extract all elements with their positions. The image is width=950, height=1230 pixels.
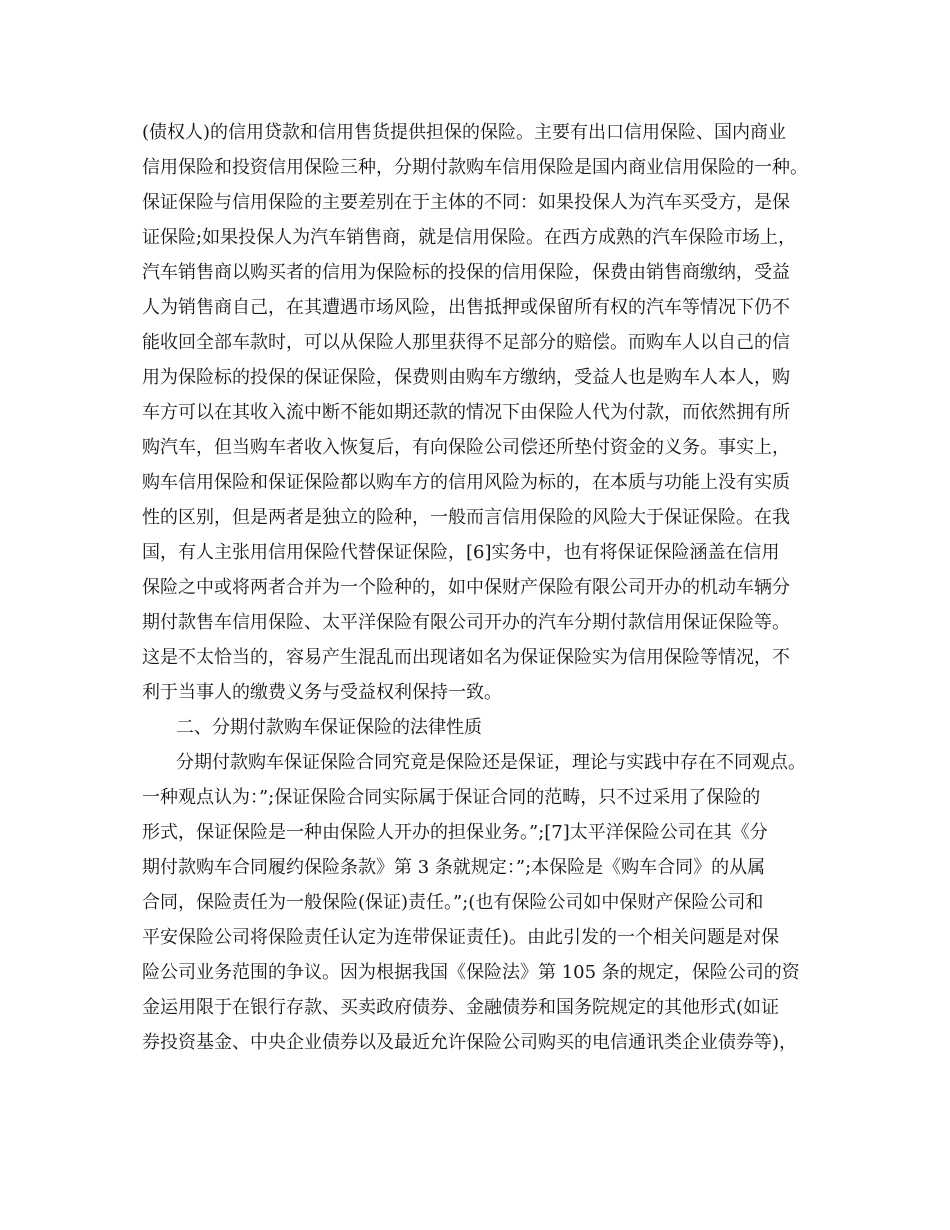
text-line: 险公司业务范围的争议。因为根据我国《保险法》第 105 条的规定，保险公司的资 [142, 962, 800, 983]
text-line: 平安保险公司将保险责任认定为连带保证责任)。由此引发的一个相关问题是对保 [142, 927, 780, 948]
text-line: 能收回全部车款时，可以从保险人那里获得不足部分的赔偿。而购车人以自己的信 [142, 332, 790, 353]
text-line: 这是不太恰当的，容易产生混乱而出现诸如名为保证保险实为信用保险等情况，不 [142, 647, 790, 668]
text-line: 保证保险与信用保险的主要差别在于主体的不同：如果投保人为汽车买受方，是保 [142, 192, 790, 213]
text-line: 一种观点认为：”;保证保险合同实际属于保证合同的范畴，只不过采用了保险的 [142, 787, 761, 808]
text-line: 信用保险和投资信用保险三种，分期付款购车信用保险是国内商业信用保险的一种。 [142, 157, 808, 178]
text-line: 保险之中或将两者合并为一个险种的，如中保财产保险有限公司开办的机动车辆分 [142, 577, 790, 598]
text-line: 用为保险标的投保的保证保险，保费则由购车方缴纳，受益人也是购车人本人，购 [142, 367, 790, 388]
text-line: 合同，保险责任为一般保险(保证)责任。”;(也有保险公司如中保财产保险公司和 [142, 892, 764, 913]
text-line: 国，有人主张用信用保险代替保证保险，[6]实务中，也有将保证保险涵盖在信用 [142, 542, 780, 563]
text-line: 利于当事人的缴费义务与受益权利保持一致。 [142, 682, 502, 703]
text-line: 分期付款购车保证保险合同究竟是保险还是保证，理论与实践中存在不同观点。 [176, 752, 806, 773]
text-line: 汽车销售商以购买者的信用为保险标的投保的信用保险，保费由销售商缴纳，受益 [142, 262, 790, 283]
text-line: 车方可以在其收入流中断不能如期还款的情况下由保险人代为付款，而依然拥有所 [142, 402, 790, 423]
text-line: 券投资基金、中央企业债券以及最近允许保险公司购买的电信通讯类企业债券等)， [142, 1032, 798, 1053]
text-line: 人为销售商自己，在其遭遇市场风险，出售抵押或保留所有权的汽车等情况下仍不 [142, 297, 790, 318]
text-line: 购汽车，但当购车者收入恢复后，有向保险公司偿还所垫付资金的义务。事实上， [142, 437, 790, 458]
text-line: (债权人)的信用贷款和信用售货提供担保的保险。主要有出口信用保险、国内商业 [142, 122, 787, 143]
text-line: 期付款售车信用保险、太平洋保险有限公司开办的汽车分期付款信用保证保险等。 [142, 612, 790, 633]
text-line: 证保险;如果投保人为汽车销售商，就是信用保险。在西方成熟的汽车保险市场上， [142, 227, 797, 248]
text-line: 购车信用保险和保证保险都以购车方的信用风险为标的，在本质与功能上没有实质 [142, 472, 790, 493]
text-line: 性的区别，但是两者是独立的险种，一般而言信用保险的风险大于保证保险。在我 [142, 507, 790, 528]
text-line: 金运用限于在银行存款、买卖政府债券、金融债券和国务院规定的其他形式(如证 [142, 997, 780, 1018]
document-body [142, 115, 822, 1060]
section-heading: 二、分期付款购车保证保险的法律性质 [176, 717, 482, 738]
text-line: 期付款购车合同履约保险条款》第 3 条就规定：”;本保险是《购车合同》的从属 [142, 857, 766, 878]
text-line: 形式，保证保险是一种由保险人开办的担保业务。”;[7]太平洋保险公司在其《分 [142, 822, 768, 843]
